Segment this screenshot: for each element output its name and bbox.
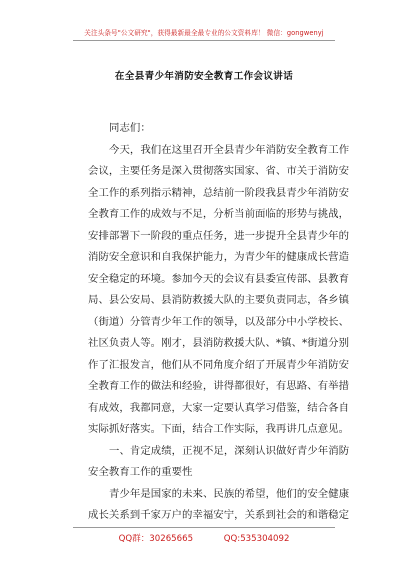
section-heading: 一、肯定成绩，正视不足，深刻认识做好青少年消防 <box>109 444 350 457</box>
footer-divider <box>73 527 335 528</box>
body-line: 今天，我们在这里召开全县青少年消防安全教育工作 <box>109 143 350 156</box>
body-line: 局、县公安局、县消防救援大队的主要负责同志，各乡镇 <box>88 294 350 306</box>
body-line: 社区负责人等。刚才，县消防救援大队、*镇、*街道分别 <box>88 337 350 349</box>
body-line: 安排部署下一阶段的重点任务，进一步提升全县青少年的 <box>88 229 350 242</box>
body-line: 全教育工作的成效与不足，分析当前面临的形势与挑战， <box>88 208 350 220</box>
body-line: 有成效，我都同意，大家一定要认真学习借鉴，结合各自 <box>88 401 350 414</box>
section-heading-cont: 安全教育工作的重要性 <box>88 466 193 478</box>
document-title: 在全县青少年消防安全教育工作会议讲话 <box>114 71 294 82</box>
body-line: 消防安全意识和自我保护能力，为青少年的健康成长营造 <box>88 251 350 263</box>
body-line: （街道）分管青少年工作的领导，以及部分中小学校长、 <box>88 315 350 328</box>
footer-qq-number: QQ:535304092 <box>223 534 290 544</box>
footer-qq-group: QQ群：30265665 <box>118 534 194 544</box>
body-line: 安全稳定的环境。参加今天的会议有县委宣传部、县教育 <box>88 272 350 285</box>
body-line: 会议，主要任务是深入贯彻落实国家、省、市关于消防安 <box>88 165 350 177</box>
body-line: 青少年是国家的未来、民族的希望，他们的安全健康 <box>109 487 350 500</box>
header-divider <box>73 40 335 41</box>
header-promo-note: 关注头条号"公文研究"，获得最新最全最专业的公文资料库！ 微信：gongwenyj <box>84 29 324 37</box>
body-line: 全工作的系列指示精神，总结前一阶段我县青少年消防安 <box>88 186 350 199</box>
body-line: 作了汇报发言，他们从不同角度介绍了开展青少年消防安 <box>88 358 350 371</box>
footer-contacts <box>0 532 408 544</box>
body-line: 全教育工作的做法和经验，讲得都很好，有思路、有举措 <box>88 380 350 392</box>
body-line: 成长关系到千家万户的幸福安宁，关系到社会的和谐稳定 <box>88 509 350 521</box>
body-line: 实际抓好落实。下面，结合工作实际，我再讲几点意见。 <box>88 423 350 435</box>
salutation: 同志们： <box>109 122 151 134</box>
document-body <box>88 118 356 527</box>
